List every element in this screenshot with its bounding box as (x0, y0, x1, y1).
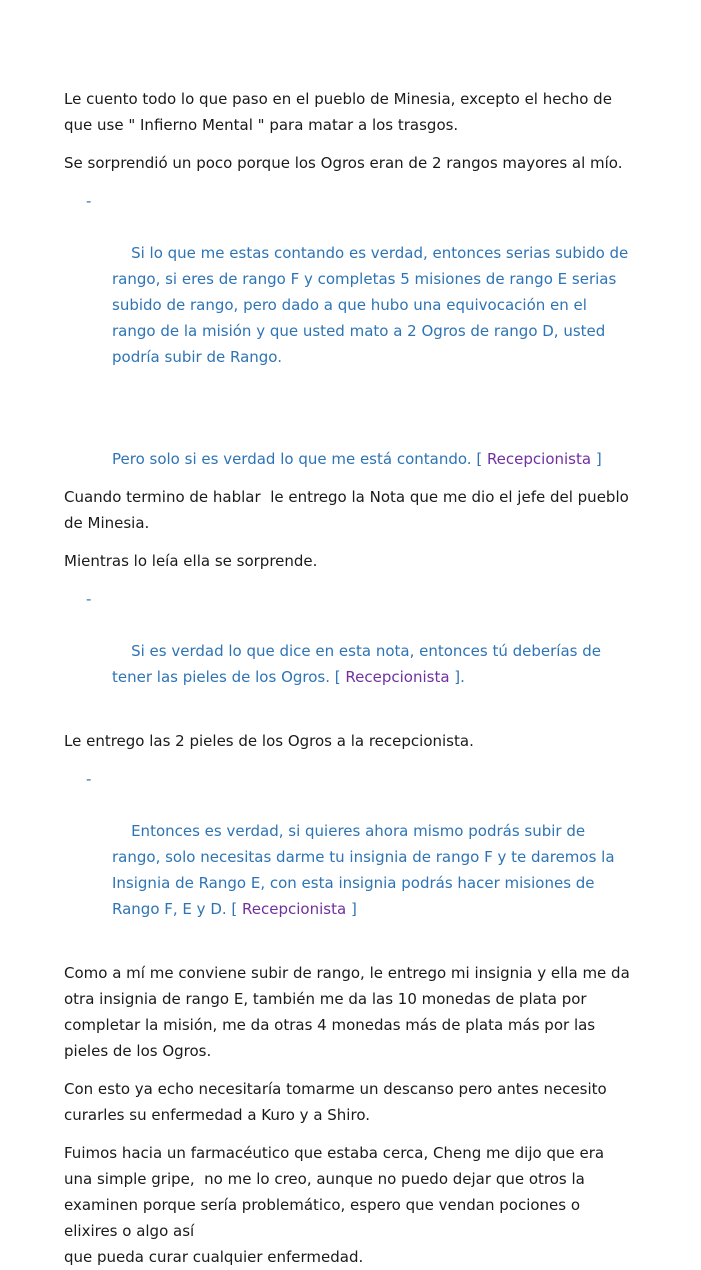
paragraph-narration-8-last-line: que pueda curar cualquier enfermedad. (64, 1248, 364, 1266)
paragraph-narration-2: Se sorprendió un poco porque los Ogros eran de 2 rangos mayores al mío. (64, 154, 623, 172)
paragraph-narration-1: Le cuento todo lo que paso en el pueblo de Minesia, excepto el hecho de que use " Infierno Mental " para matar a los trasgos. (64, 90, 617, 134)
dialogue-line-1 (64, 188, 634, 396)
dialogue-continuation-1 (64, 446, 631, 472)
dialogue-text: Si es verdad lo que dice en esta nota, entonces tú deberías de tener las pieles de los Ogros. [ (112, 642, 606, 686)
paragraph-narration-5: Le entrego las 2 pieles de los Ogros a la recepcionista. (64, 732, 474, 750)
dialogue-bracket-close: ]. (449, 668, 465, 686)
dialogue-dash: - (86, 590, 92, 608)
dialogue-text: Pero solo si es verdad lo que me está contando. [ (112, 450, 487, 468)
paragraph-narration-8: Fuimos hacia un farmacéutico que estaba cerca, Cheng me dijo que era una simple gripe, no me lo creo, aunque no puedo dejar que otros la examinen porque sería problemático, espero que vendan pociones o elixires o algo así (64, 1144, 609, 1240)
paragraph-narration-4: Mientras lo leía ella se sorprende. (64, 552, 318, 570)
dialogue-dash: - (86, 192, 92, 210)
paragraph-narration-7: Con esto ya echo necesitaría tomarme un descanso pero antes necesito curarles su enfermedad a Kuro y a Shiro. (64, 1080, 612, 1124)
blank-line (64, 408, 631, 446)
dialogue-bracket-close: ] (346, 900, 357, 918)
speaker-tag: Recepcionista (345, 668, 450, 686)
dialogue-line-2 (64, 586, 631, 716)
speaker-tag: Recepcionista (486, 450, 592, 468)
paragraph-narration-6: Como a mí me conviene subir de rango, le entrego mi insignia y ella me da otra insignia de rango E, también me da las 10 monedas de plata por completar la misión, me da otras 4 monedas más de plata más por las pieles de los Ogros. (64, 964, 635, 1060)
speaker-tag: Recepcionista (242, 900, 347, 918)
paragraph-narration-3: Cuando termino de hablar le entrego la Nota que me dio el jefe del pueblo de Minesia. (64, 488, 634, 532)
dialogue-text: Entonces es verdad, si quieres ahora mismo podrás subir de rango, solo necesitas darme tu insignia de rango F y te daremos la Insignia de Rango E, con esta insignia podrás hacer misiones de Rango F, E y D. [ (112, 822, 620, 918)
dialogue-bracket-close: ] (591, 450, 602, 468)
dialogue-line-3 (64, 766, 631, 948)
dialogue-dash: - (86, 770, 92, 788)
dialogue-text: Si lo que me estas contando es verdad, entonces serias subido de rango, si eres de rango F y completas 5 misiones de rango E serias subido de rango, pero dado a que hubo una equivocación en el rango de la misión y que usted mato a 2 Ogros de rango D, usted podría subir de Rango. (112, 244, 634, 366)
